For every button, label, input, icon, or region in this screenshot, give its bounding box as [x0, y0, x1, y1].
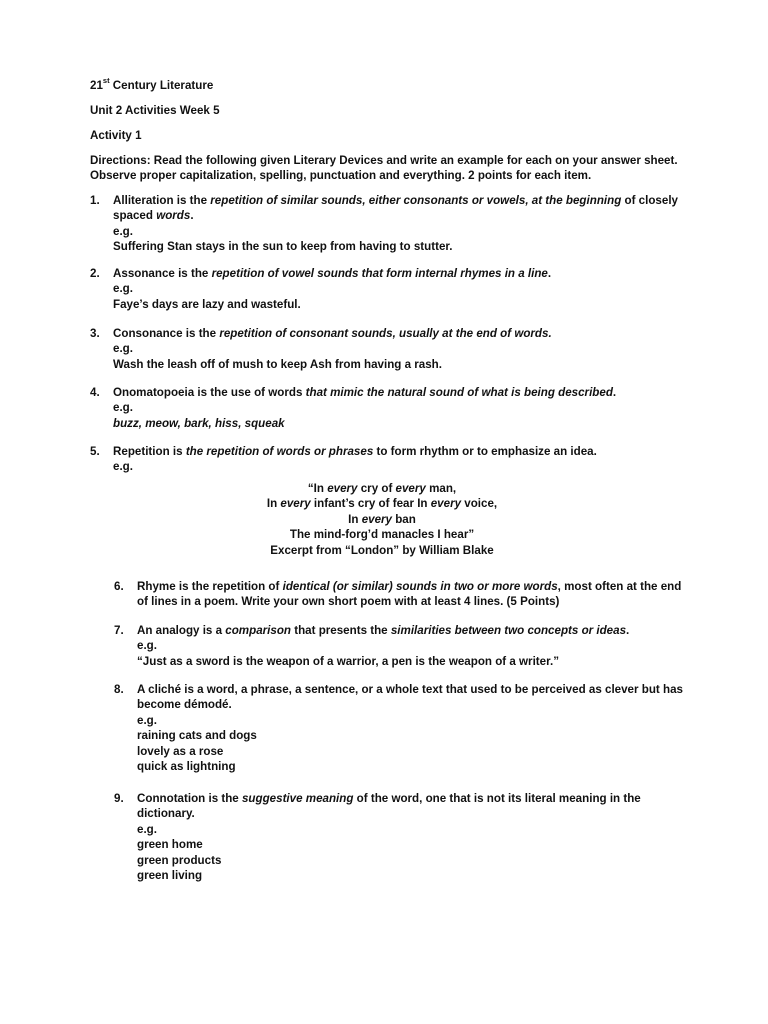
list-item-alliteration: 1. Alliteration is the repetition of similar sounds, either consonants or vowels, at the beginning of closely spaced words. e.g. Suffering Stan stays in the sun to keep from having to stutter.	[90, 193, 690, 255]
list-item-connotation: 9. Connotation is the suggestive meaning of the word, one that is not its literal meaning in the dictionary. e.g. green home green products green living	[114, 791, 694, 883]
term: Alliteration	[113, 194, 174, 207]
example-text: buzz, meow, bark, hiss, squeak	[113, 416, 285, 430]
list-item-repetition: 5. Repetition is the repetition of words or phrases to form rhythm or to emphasize an idea. e.g.	[90, 444, 690, 475]
item-number: 1.	[90, 194, 100, 207]
example-text: raining cats and dogs	[137, 729, 257, 743]
term: Assonance	[113, 267, 175, 280]
list-item-onomatopoeia: 4. Onomatopoeia is the use of words that mimic the natural sound of what is being described. e.g. buzz, meow, bark, hiss, squeak	[90, 385, 690, 431]
item-number: 2.	[90, 267, 100, 280]
eg-label: e.g.	[137, 822, 157, 836]
poem-source: Excerpt from “London” by William Blake	[270, 543, 494, 557]
item-number: 3.	[90, 327, 100, 340]
item-number: 9.	[114, 792, 124, 805]
item-number: 8.	[114, 683, 124, 696]
example-text: green products	[137, 853, 222, 867]
poem-line: In every ban	[348, 512, 416, 526]
item-number: 5.	[90, 445, 100, 458]
poem-line: In every infant’s cry of fear In every voice,	[266, 497, 498, 511]
list-item-analogy: 7. An analogy is a comparison that presents the similarities between two concepts or ideas. e.g. “Just as a sword is the weapon of a warrior, a pen is the weapon of a writer.”	[114, 623, 694, 669]
item-number: 7.	[114, 624, 124, 637]
example-text: green home	[137, 838, 203, 852]
list-item-cliche: 8. A cliché is a word, a phrase, a sentence, or a whole text that used to be perceived as clever but has become démodé. e.g. raining cats and dogs lovely as a rose quick as lightning	[114, 682, 694, 774]
example-text: Wash the leash off of mush to keep Ash from having a rash.	[113, 357, 442, 371]
poem-line: “In every cry of every man,	[307, 482, 457, 495]
item-number: 4.	[90, 386, 100, 399]
eg-label: e.g.	[113, 282, 133, 296]
example-text: Suffering Stan stays in the sun to keep from having to stutter.	[113, 240, 453, 254]
eg-label: e.g.	[113, 342, 133, 356]
item-number: 6.	[114, 580, 124, 593]
eg-label: e.g.	[113, 460, 133, 474]
unit-title: Unit 2 Activities Week 5	[90, 104, 220, 117]
course-title: 21st Century Literature	[90, 76, 214, 92]
eg-label: e.g.	[113, 224, 133, 238]
example-text: quick as lightning	[137, 760, 236, 774]
example-text: Faye’s days are lazy and wasteful.	[113, 297, 301, 311]
list-item-consonance: 3. Consonance is the repetition of consonant sounds, usually at the end of words. e.g. Wash the leash off of mush to keep Ash from having a rash.	[90, 326, 690, 372]
list-item-assonance: 2. Assonance is the repetition of vowel sounds that form internal rhymes in a line. e.g. Faye’s days are lazy and wasteful.	[90, 266, 690, 312]
term: Onomatopoeia	[113, 386, 195, 399]
example-text: “Just as a sword is the weapon of a warrior, a pen is the weapon of a writer.”	[137, 654, 559, 668]
term: Repetition	[113, 445, 170, 458]
poem-excerpt	[250, 481, 514, 558]
activity-title: Activity 1	[90, 129, 142, 142]
example-text: lovely as a rose	[137, 744, 224, 758]
list-item-rhyme: 6. Rhyme is the repetition of identical (or similar) sounds in two or more words, most often at the end of lines in a poem. Write your own short poem with at least 4 lines. (5 Points)	[114, 580, 682, 609]
poem-line: The mind-forg’d manacles I hear”	[289, 528, 475, 542]
eg-label: e.g.	[113, 401, 133, 415]
eg-label: e.g.	[137, 639, 157, 653]
example-text: green living	[137, 869, 203, 883]
directions: Directions: Read the following given Literary Devices and write an example for each on your answer sheet. Observe proper capitalization, spelling, punctuation and everything. 2 points for each item.	[90, 154, 678, 183]
term: Consonance	[113, 327, 183, 340]
eg-label: e.g.	[137, 713, 157, 727]
